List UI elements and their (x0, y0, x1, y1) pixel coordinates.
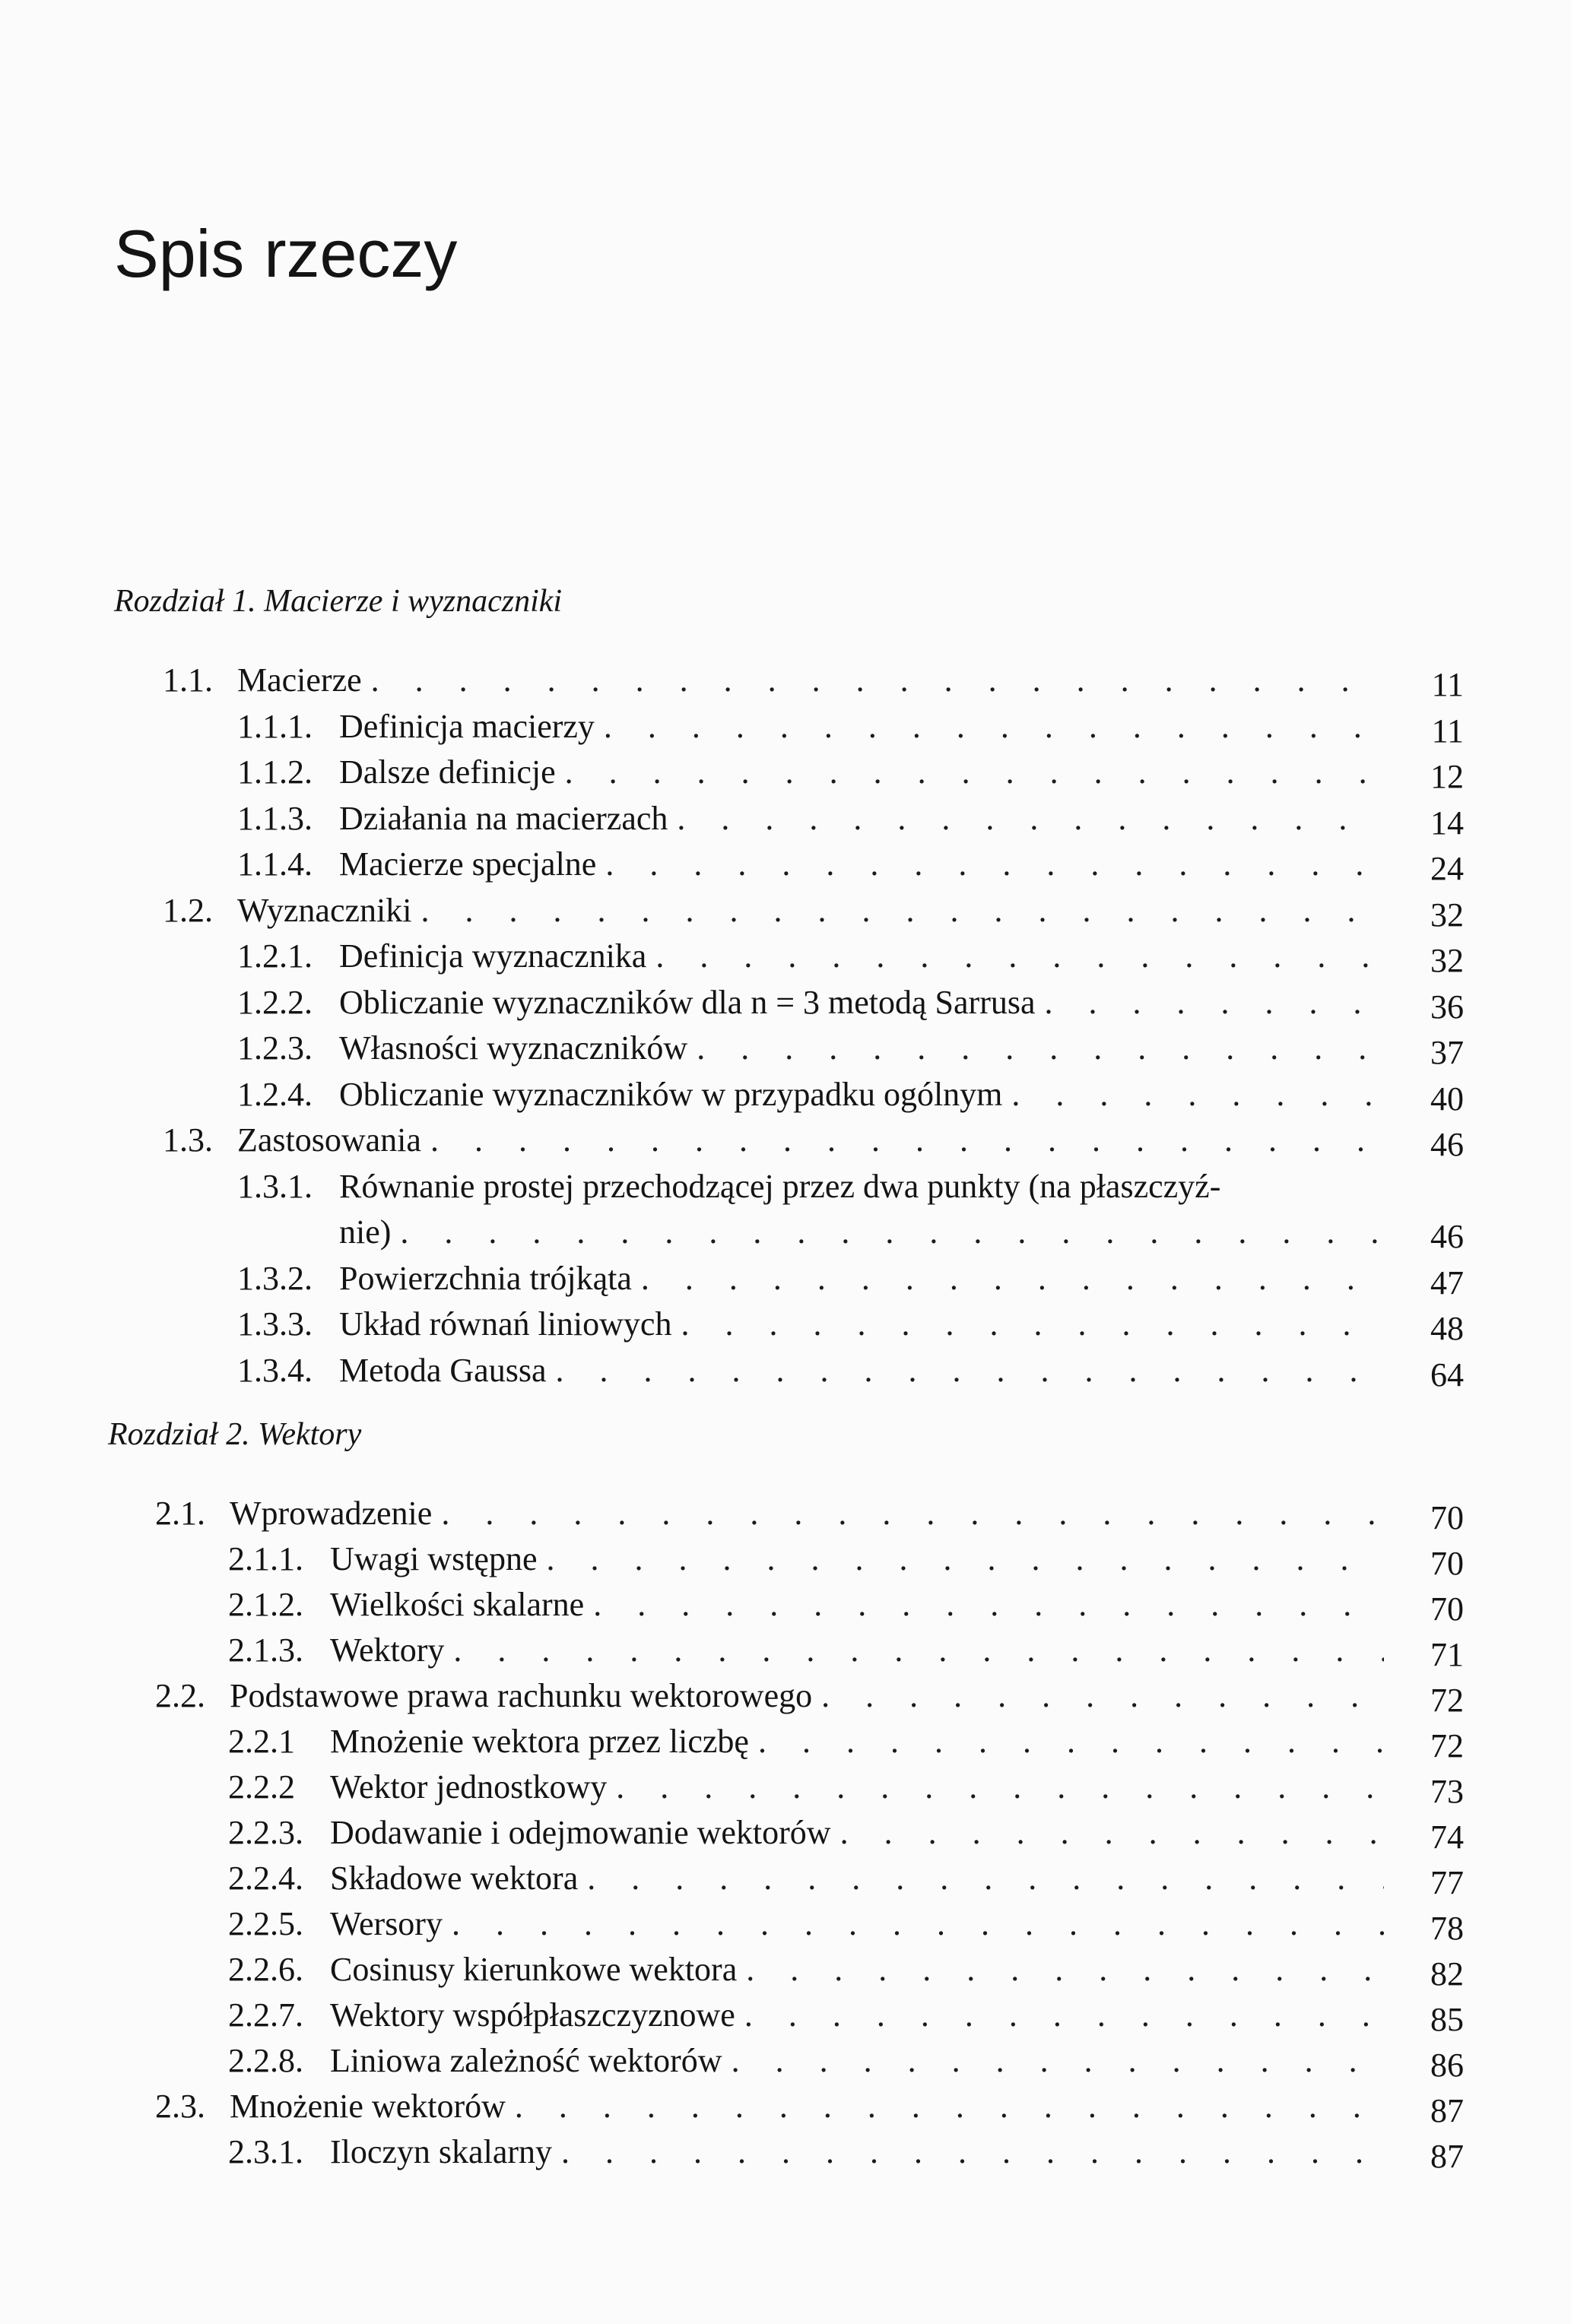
toc-section-entry[interactable] (163, 889, 1384, 933)
toc-section-entry[interactable] (163, 1118, 1384, 1162)
toc-entry-title: Składowe wektora (330, 1860, 579, 1897)
toc-page-number[interactable]: 48 (1430, 1310, 1464, 1347)
toc-entry-title-continuation: nie) (339, 1213, 392, 1251)
toc-dot-leader (732, 2039, 1384, 2083)
toc-entry-title: Obliczanie wyznaczników dla n = 3 metodą Sarrusa (339, 983, 1036, 1021)
toc-entry-title: Uwagi wstępne (330, 1540, 538, 1577)
toc-entry-number: 1.3. (163, 1121, 213, 1159)
toc-entry-title: Wektory współpłaszczyznowe (330, 1996, 735, 2034)
toc-page-number[interactable]: 74 (1430, 1818, 1464, 1856)
toc-entry-number: 1.2.1. (237, 937, 313, 975)
toc-page-number[interactable]: 87 (1430, 2138, 1464, 2175)
toc-page-number[interactable]: 32 (1430, 896, 1464, 934)
toc-entry-title: Zastosowania (237, 1121, 421, 1159)
toc-dot-leader (561, 2130, 1384, 2174)
toc-entry-number: 1.1. (163, 661, 213, 699)
toc-dot-leader (697, 1026, 1384, 1070)
toc-subsection-entry[interactable] (228, 1948, 1384, 1992)
toc-entry-number: 2.2. (155, 1677, 205, 1714)
toc-dot-leader (421, 889, 1384, 933)
toc-page-number[interactable]: 70 (1430, 1499, 1464, 1536)
toc-page-number[interactable]: 78 (1430, 1910, 1464, 1947)
toc-entry-number: 1.2.4. (237, 1075, 313, 1113)
toc-entry-number: 1.1.2. (237, 753, 313, 791)
toc-dot-leader (565, 750, 1384, 794)
toc-entry-number: 1.3.2. (237, 1259, 313, 1297)
toc-dot-leader (453, 1628, 1384, 1672)
toc-subsection-entry[interactable] (237, 1302, 1384, 1346)
toc-entry-number: 1.3.1. (237, 1167, 313, 1205)
toc-entry-title: Macierze specjalne (339, 845, 597, 883)
toc-dot-leader (746, 1948, 1384, 1992)
toc-entry-number: 1.3.3. (237, 1305, 313, 1343)
page-title (114, 216, 458, 291)
toc-page-number[interactable]: 37 (1430, 1034, 1464, 1071)
toc-subsection-entry[interactable] (228, 2130, 1384, 2174)
toc-dot-leader (821, 1674, 1384, 1718)
toc-dot-leader (515, 2085, 1384, 2129)
chapter-heading: Rozdział 1. Macierze i wyznaczniki (114, 584, 563, 619)
toc-entry-title: Liniowa zależność wektorów (330, 2042, 722, 2079)
toc-entry-number: 2.1. (155, 1495, 205, 1532)
toc-entry-number: 2.2.3. (228, 1814, 303, 1851)
toc-subsection-entry[interactable] (237, 981, 1384, 1025)
toc-entry-title: Obliczanie wyznaczników w przypadku ogólnym (339, 1075, 1003, 1113)
toc-entry-number: 1.2.3. (237, 1029, 313, 1067)
toc-entry-continuation[interactable] (339, 1210, 1384, 1254)
toc-page-number[interactable]: 36 (1430, 988, 1464, 1026)
toc-dot-leader (681, 1302, 1384, 1346)
toc-page-number[interactable]: 14 (1430, 804, 1464, 842)
toc-page-number[interactable]: 32 (1430, 942, 1464, 979)
toc-entry-title: Definicja wyznacznika (339, 937, 647, 975)
toc-entry-title: Macierze (237, 661, 362, 699)
toc-page-number[interactable]: 71 (1430, 1636, 1464, 1673)
toc-page-number[interactable]: 40 (1430, 1080, 1464, 1118)
toc-entry-number: 2.3. (155, 2088, 205, 2125)
toc-entry-title: Dalsze definicje (339, 753, 556, 791)
toc-entry-number: 1.2. (163, 891, 213, 929)
toc-subsection-entry[interactable] (237, 1073, 1384, 1117)
toc-entry-number: 2.2.2 (228, 1768, 295, 1806)
toc-subsection-entry[interactable] (237, 1349, 1384, 1393)
toc-entry-number: 1.2.2. (237, 983, 313, 1021)
toc-entry-title: Równanie prostej przechodzącej przez dwa punkty (na płaszczyź- (339, 1167, 1221, 1205)
toc-page-number[interactable]: 72 (1430, 1727, 1464, 1764)
toc-subsection-entry[interactable] (237, 705, 1384, 749)
toc-page-number[interactable]: 87 (1430, 2092, 1464, 2129)
toc-subsection-entry[interactable] (237, 750, 1384, 794)
chapter-heading: Rozdział 2. Wektory (108, 1417, 362, 1452)
toc-subsection-entry[interactable] (228, 1993, 1384, 2037)
toc-subsection-entry[interactable] (228, 1765, 1384, 1809)
toc-entry-number: 2.1.3. (228, 1631, 303, 1669)
toc-subsection-entry[interactable] (228, 2039, 1384, 2083)
toc-section-entry[interactable] (155, 2085, 1384, 2129)
toc-page-number[interactable]: 86 (1430, 2047, 1464, 2084)
toc-section-entry[interactable] (155, 1674, 1384, 1718)
toc-subsection-entry[interactable] (228, 1856, 1384, 1901)
toc-entry-title: Własności wyznaczników (339, 1029, 688, 1067)
toc-entry-title: Metoda Gaussa (339, 1351, 547, 1389)
toc-page-number[interactable]: 12 (1430, 758, 1464, 795)
toc-subsection-entry[interactable] (228, 1811, 1384, 1855)
toc-entry-number: 1.1.4. (237, 845, 313, 883)
toc-entry-number: 1.1.3. (237, 799, 313, 837)
toc-entry-title: Wersory (330, 1905, 443, 1942)
toc-entry-title: Powierzchnia trójkąta (339, 1259, 632, 1297)
toc-subsection-entry[interactable] (228, 1902, 1384, 1946)
page-title-word: Spis (114, 216, 245, 291)
toc-dot-leader (744, 1993, 1384, 2037)
toc-entry-number: 2.3.1. (228, 2133, 303, 2170)
toc-page-number[interactable]: 11 (1431, 712, 1464, 750)
toc-page-number[interactable]: 73 (1430, 1773, 1464, 1810)
toc-dot-leader (1045, 981, 1385, 1025)
toc-dot-leader (593, 1583, 1384, 1627)
toc-dot-leader (655, 934, 1384, 978)
toc-page-number[interactable]: 46 (1430, 1218, 1464, 1255)
toc-dot-leader (400, 1210, 1384, 1254)
toc-subsection-entry[interactable] (237, 934, 1384, 978)
toc-subsection-entry[interactable] (228, 1537, 1384, 1581)
toc-entry-title: Układ równań liniowych (339, 1305, 672, 1343)
toc-entry-title: Wprowadzenie (230, 1495, 433, 1532)
toc-section-entry[interactable] (163, 658, 1384, 702)
toc-entry-number: 2.2.7. (228, 1996, 303, 2034)
toc-page-number[interactable]: 72 (1430, 1682, 1464, 1719)
toc-entry-number: 2.2.1 (228, 1723, 295, 1760)
toc-dot-leader (556, 1349, 1385, 1393)
toc-page-number[interactable]: 70 (1430, 1545, 1464, 1582)
toc-subsection-entry[interactable] (237, 1257, 1384, 1301)
toc-entry-title: Wektor jednostkowy (330, 1768, 608, 1806)
page-title-word: rzeczy (264, 216, 458, 291)
toc-entry-number: 2.2.4. (228, 1860, 303, 1897)
toc-dot-leader (547, 1537, 1385, 1581)
toc-entry-title: Mnożenie wektora przez liczbę (330, 1723, 749, 1760)
toc-entry-title: Iloczyn skalarny (330, 2133, 552, 2170)
toc-entry-title: Cosinusy kierunkowe wektora (330, 1951, 738, 1988)
toc-subsection-entry[interactable] (237, 1165, 1384, 1209)
toc-dot-leader (587, 1856, 1384, 1901)
toc-dot-leader (758, 1720, 1384, 1764)
toc-dot-leader (604, 705, 1384, 749)
toc-entry-title: Wektory (330, 1631, 445, 1669)
toc-page-number[interactable]: 24 (1430, 850, 1464, 887)
toc-entry-title: Wielkości skalarne (330, 1586, 585, 1623)
toc-subsection-entry[interactable] (228, 1628, 1384, 1672)
toc-page-number[interactable]: 85 (1430, 2001, 1464, 2038)
toc-page-number[interactable]: 77 (1430, 1864, 1464, 1901)
toc-entry-title: Działania na macierzach (339, 799, 668, 837)
toc-dot-leader (677, 797, 1384, 841)
toc-subsection-entry[interactable] (237, 1026, 1384, 1070)
toc-dot-leader (430, 1118, 1384, 1162)
toc-subsection-entry[interactable] (237, 797, 1384, 841)
toc-entry-title: Wyznaczniki (237, 891, 412, 929)
toc-dot-leader (441, 1492, 1384, 1536)
toc-entry-title: Definicja macierzy (339, 707, 595, 745)
toc-dot-leader (616, 1765, 1384, 1809)
toc-entry-title: Mnożenie wektorów (230, 2088, 506, 2125)
toc-entry-title: Dodawanie i odejmowanie wektorów (330, 1814, 831, 1851)
toc-subsection-entry[interactable] (228, 1583, 1384, 1627)
toc-entry-number: 2.1.1. (228, 1540, 303, 1577)
toc-page-number[interactable]: 82 (1430, 1955, 1464, 1993)
toc-section-entry[interactable] (155, 1492, 1384, 1536)
toc-entry-number: 1.3.4. (237, 1351, 313, 1389)
toc-page-number[interactable]: 64 (1430, 1355, 1464, 1393)
toc-subsection-entry[interactable] (228, 1720, 1384, 1764)
toc-entry-number: 1.1.1. (237, 707, 313, 745)
toc-dot-leader (605, 842, 1384, 886)
toc-dot-leader (641, 1257, 1384, 1301)
toc-dot-leader (371, 658, 1384, 702)
toc-page-number[interactable]: 47 (1430, 1263, 1464, 1302)
toc-subsection-entry[interactable] (237, 842, 1384, 886)
toc-page-number[interactable]: 70 (1430, 1590, 1464, 1628)
toc-page-number[interactable]: 46 (1430, 1126, 1464, 1163)
toc-dot-leader (452, 1902, 1384, 1946)
toc-entry-number: 2.1.2. (228, 1586, 303, 1623)
toc-entry-number: 2.2.5. (228, 1905, 303, 1942)
toc-dot-leader (1011, 1073, 1384, 1117)
toc-dot-leader (840, 1811, 1384, 1855)
toc-entry-number: 2.2.6. (228, 1951, 303, 1988)
toc-entry-title: Podstawowe prawa rachunku wektorowego (230, 1677, 813, 1714)
toc-page-number[interactable]: 11 (1431, 666, 1464, 703)
toc-entry-number: 2.2.8. (228, 2042, 303, 2079)
